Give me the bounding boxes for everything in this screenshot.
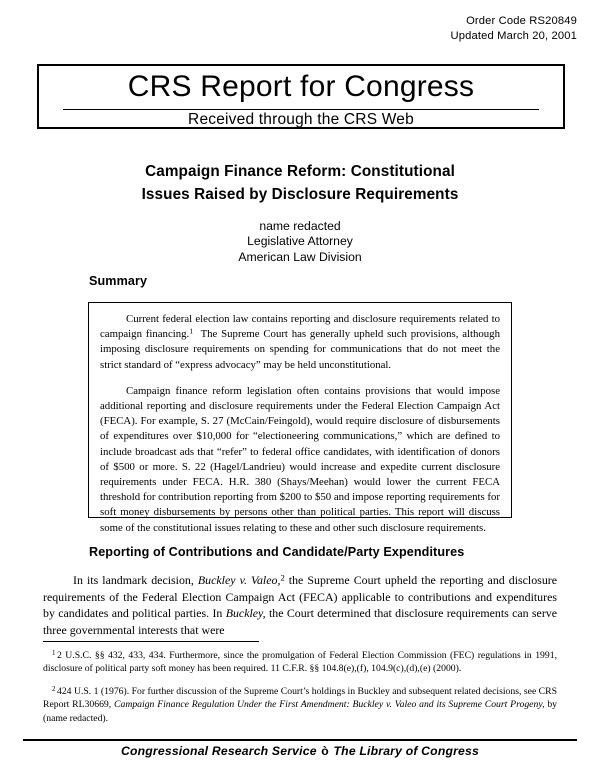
summary-p1-text-b: The Supreme Court has generally upheld such provisions, although imposing disclosure requirements on spending for communications that do not meet the strict standard of “express advocacy” may be held unconstitutional. (100, 328, 500, 371)
footnote-separator (43, 641, 259, 642)
footnote-1 (43, 649, 557, 676)
page-footer (0, 744, 600, 758)
author-division: American Law Division (238, 249, 362, 264)
page-title-line-2: Issues Raised by Disclosure Requirements (141, 185, 459, 203)
footnote-2-report-title: Campaign Finance Regulation Under the First Amendment: Buckley v. Valeo and its Supreme Court Progeny, (114, 699, 545, 711)
page-title-line-1: Campaign Finance Reform: Constitutional (145, 163, 455, 180)
footnote-2-text-a: 424 U.S. 1 (1976). For further discussion of the Supreme Court’s holdings in Buckley and subsequent related decisions, see CRS Report RL30669, (43, 685, 557, 711)
footnotes-block (43, 649, 557, 725)
author-name: name redacted (259, 219, 341, 233)
case-citation-buckley: Buckley, (225, 606, 266, 621)
case-citation-buckley-valeo: Buckley v. Valeo, (197, 573, 281, 587)
author-block (60, 219, 540, 265)
updated-date: Updated March 20, 2001 (450, 29, 577, 42)
order-code: Order Code RS20849 (466, 15, 577, 27)
summary-heading: Summary (89, 274, 148, 288)
footnote-2-text-b: by (name redacted). (43, 699, 558, 724)
document-meta (451, 14, 577, 43)
reporting-heading: Reporting of Contributions and Candidate/Party Expenditures (89, 545, 465, 559)
page-title (60, 161, 540, 206)
footnote-ref-1[interactable]: 1 (189, 326, 194, 336)
footer-divider (23, 739, 577, 741)
footnote-2-mark: 2 (52, 684, 56, 693)
summary-paragraph-1 (100, 312, 500, 373)
summary-paragraph-2: Campaign finance reform legislation often contains provisions that would impose additional reporting and disclosure requirements under the Federal Election Campaign Act (FECA). For example, S. 27 (McCain/Feingold), would require disclosure of disbursements of expenditures over $10,000 for “electioneering communications,” which are defined to include broadcast ads that “refer” to federal office candidates, with identification of donors of $500 or more. S. 22 (Hagel/Landrieu) would increase and expedite current disclosure requirements under FECA. H.R. 380 (Shays/Meehan) would lower the current FECA threshold for contribution reporting from $200 to $50 and impose reporting requirements for soft money disbursements by persons other than political parties. This report will discuss some of the constitutional issues relating to these and other such disclosure requirements. (100, 384, 500, 534)
summary-p1-text-a: Current federal election law contains reporting and disclosure requirements related to campaign financing. (100, 313, 500, 341)
banner-title: CRS Report for Congress (127, 70, 475, 103)
author-role: Legislative Attorney (247, 234, 353, 249)
footnote-1-mark: 1 (52, 649, 56, 658)
banner-subtitle: Received through the CRS Web (188, 111, 414, 128)
crs-banner (37, 64, 565, 129)
body-text-c: the Court determined that disclosure requirements can serve three governmental interests that were (43, 606, 558, 637)
footnote-1-text: 2 U.S.C. §§ 432, 433, 434. Furthermore, since the promulgation of Federal Election Commission (FEC) regulations in 1991, disclosure of political party soft money has been required. 11 C.F.R. §§ 104.8(e),(f), 104.9(c),(d),(e) (2000). (43, 650, 557, 675)
footnote-2 (43, 685, 557, 725)
bullet-icon: ò (321, 744, 329, 758)
footer-right-text: The Library of Congress (333, 744, 479, 758)
footnote-ref-2[interactable]: 2 (280, 572, 285, 583)
body-paragraph (43, 572, 557, 638)
summary-box (88, 302, 512, 534)
footer-left-text: Congressional Research Service (121, 744, 317, 758)
body-text-b: the Supreme Court upheld the reporting and disclosure requirements of the Federal Election Campaign Act (FECA) applicable to contributions and expenditures by candidates and political parties. In (43, 573, 557, 621)
body-text-a: In its landmark decision, (73, 573, 194, 587)
